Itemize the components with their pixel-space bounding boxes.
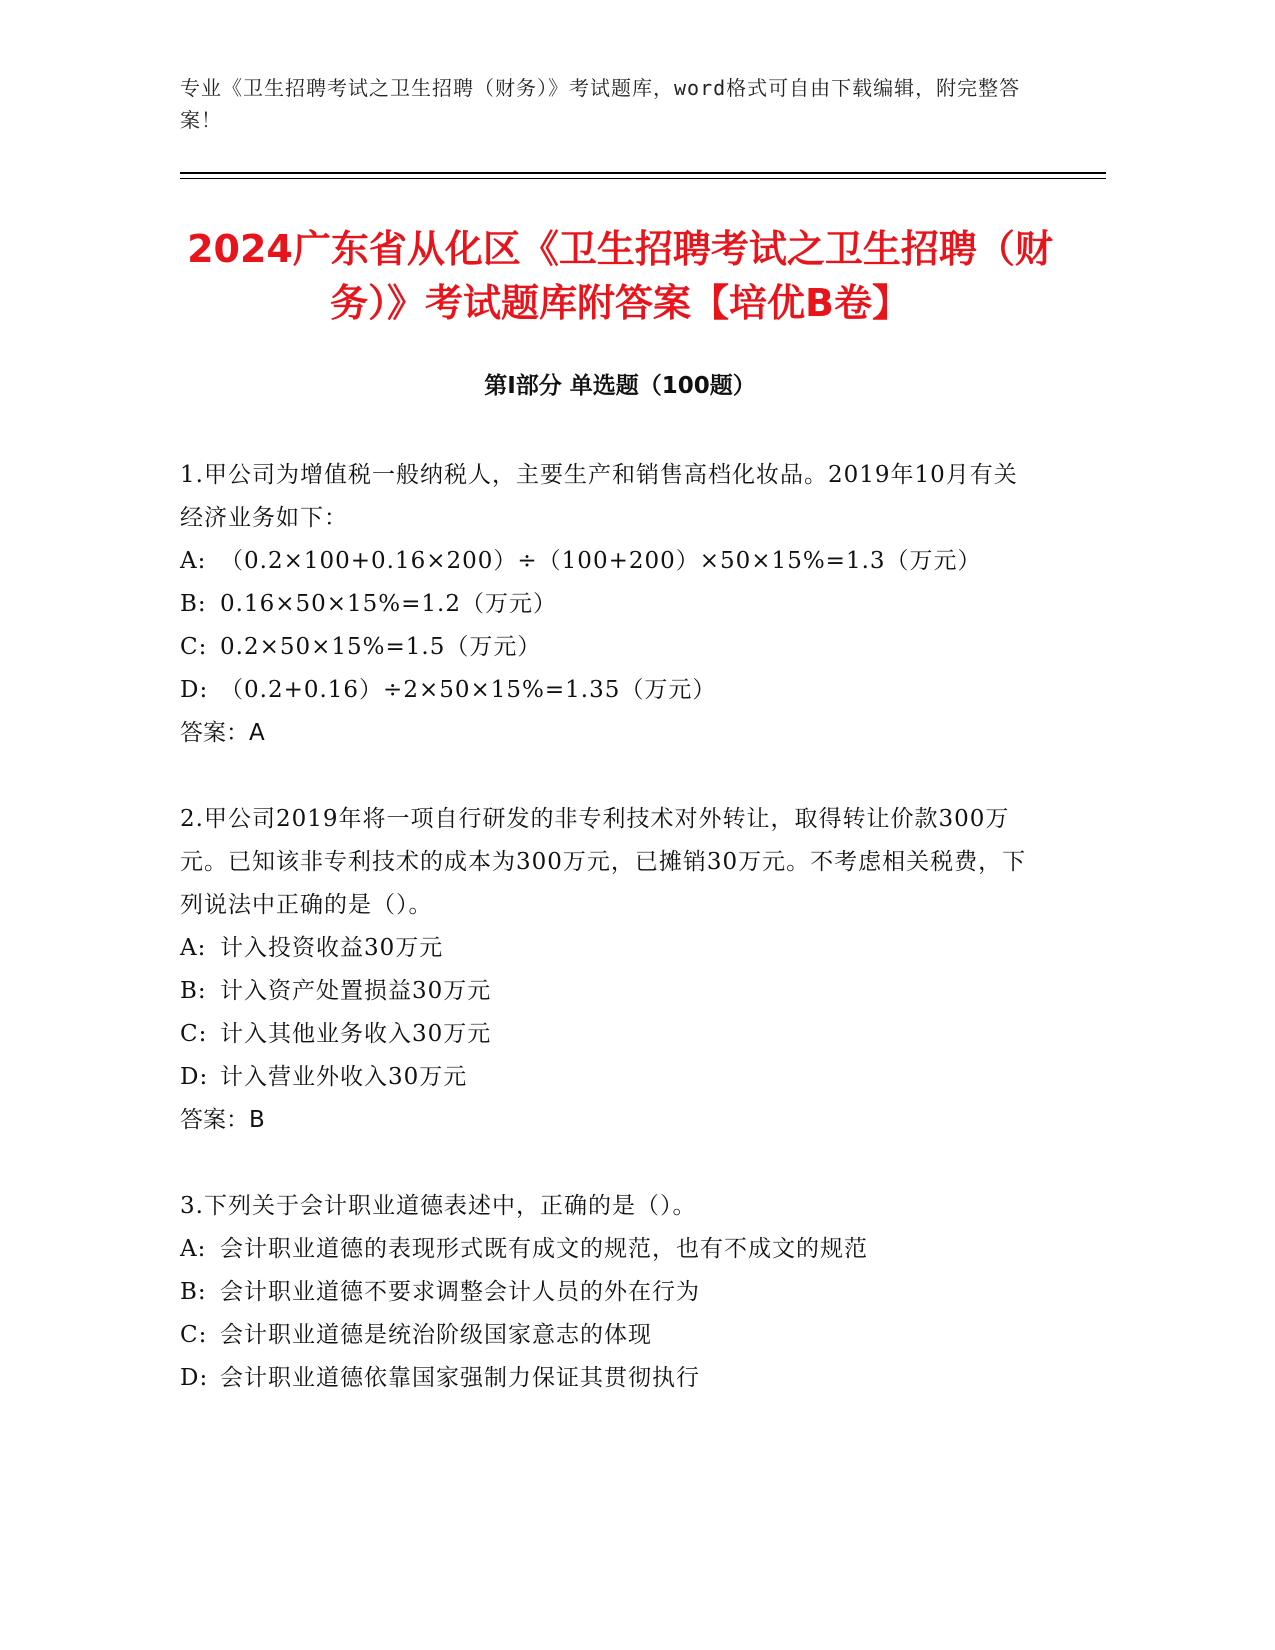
question-list	[180, 454, 1040, 1443]
answer: 答案：B	[180, 1107, 265, 1133]
option-text: （0.2+0.16）÷2×50×15%=1.35（万元）	[220, 677, 717, 703]
option-text: 会计职业道德不要求调整会计人员的外在行为	[220, 1279, 700, 1305]
option-label: B:	[180, 978, 207, 1004]
document-title: 2024广东省从化区《卫生招聘考试之卫生招聘（财务）》考试题库附答案【培优B卷】	[187, 227, 1053, 325]
option-text: 会计职业道德的表现形式既有成文的规范，也有不成文的规范	[220, 1236, 868, 1262]
option-b	[180, 583, 1040, 626]
option-text: 计入营业外收入30万元	[220, 1064, 468, 1090]
section-title: 第I部分 单选题（100题）	[484, 373, 756, 399]
option-c	[180, 626, 1040, 669]
option-text: 计入投资收益30万元	[220, 935, 444, 961]
option-a	[180, 1228, 1040, 1271]
option-d	[180, 1357, 1040, 1400]
option-b	[180, 970, 1040, 1013]
question-1	[180, 454, 1040, 755]
option-text: 计入其他业务收入30万元	[220, 1021, 492, 1047]
option-text: 0.16×50×15%=1.2（万元）	[220, 591, 557, 617]
header-rule-thick	[180, 172, 1106, 174]
option-text: 会计职业道德依靠国家强制力保证其贯彻执行	[220, 1365, 700, 1391]
option-label: A:	[180, 548, 207, 574]
option-label: D:	[180, 1365, 209, 1391]
question-text: 1.甲公司为增值税一般纳税人，主要生产和销售高档化妆品。2019年10月有关经济业务如下：	[180, 462, 1018, 531]
header-rule-thin	[180, 178, 1106, 179]
option-label: A:	[180, 1236, 207, 1262]
option-text: 会计职业道德是统治阶级国家意志的体现	[220, 1322, 652, 1348]
header-note: 专业《卫生招聘考试之卫生招聘（财务）》考试题库，word格式可自由下载编辑，附完整答案！	[180, 76, 1021, 132]
option-b	[180, 1271, 1040, 1314]
option-label: C:	[180, 1322, 208, 1348]
option-text: 0.2×50×15%=1.5（万元）	[220, 634, 542, 660]
option-d	[180, 1056, 1040, 1099]
option-a	[180, 540, 1040, 583]
option-label: C:	[180, 634, 208, 660]
option-label: A:	[180, 935, 207, 961]
option-text: 计入资产处置损益30万元	[220, 978, 492, 1004]
option-a	[180, 927, 1040, 970]
option-c	[180, 1013, 1040, 1056]
option-label: D:	[180, 1064, 209, 1090]
option-text: （0.2×100+0.16×200）÷（100+200）×50×15%=1.3（万元）	[220, 548, 982, 574]
question-2	[180, 798, 1040, 1142]
option-label: B:	[180, 591, 207, 617]
question-text: 3.下列关于会计职业道德表述中，正确的是（）。	[180, 1193, 697, 1219]
option-label: B:	[180, 1279, 207, 1305]
option-label: C:	[180, 1021, 208, 1047]
option-label: D:	[180, 677, 209, 703]
answer: 答案：A	[180, 720, 265, 746]
option-c	[180, 1314, 1040, 1357]
question-3	[180, 1185, 1040, 1400]
question-text: 2.甲公司2019年将一项自行研发的非专利技术对外转让，取得转让价款300万元。已知该非专利技术的成本为300万元，已摊销30万元。不考虑相关税费，下列说法中正确的是（）。	[180, 806, 1027, 918]
option-d	[180, 669, 1040, 712]
